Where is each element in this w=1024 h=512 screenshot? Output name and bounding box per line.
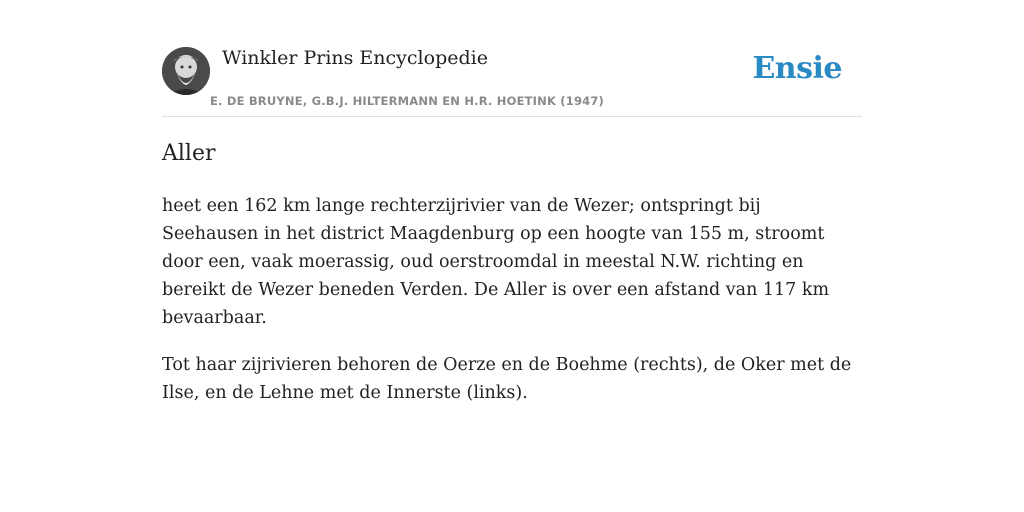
ensie-logo-link[interactable]: Ensie	[752, 51, 842, 86]
article-title: Aller	[162, 141, 216, 166]
authors-line: E. DE BRUYNE, G.B.J. HILTERMANN EN H.R. HOETINK (1947)	[210, 94, 605, 108]
article-paragraph-2: Tot haar zijrivieren behoren de Oerze en de Boehme (rechts), de Oker met de Ilse, en de Lehne met de Innerste (links).	[162, 355, 852, 403]
site-title[interactable]: Winkler Prins Encyclopedie	[222, 47, 488, 69]
article	[162, 138, 862, 407]
site-header	[162, 0, 862, 117]
article-paragraph-1: heet een 162 km lange rechterzijrivier van de Wezer; ontspringt bij Seehausen in het district Maagdenburg op een hoogte van 155 m, stroomt door een, vaak moerassig, oud oerstroomdal in meestal N.W. richting en bereikt de Wezer beneden Verden. De Aller is over een afstand van 117 km bevaarbaar.	[162, 196, 830, 328]
portrait-avatar-icon[interactable]	[162, 47, 210, 95]
